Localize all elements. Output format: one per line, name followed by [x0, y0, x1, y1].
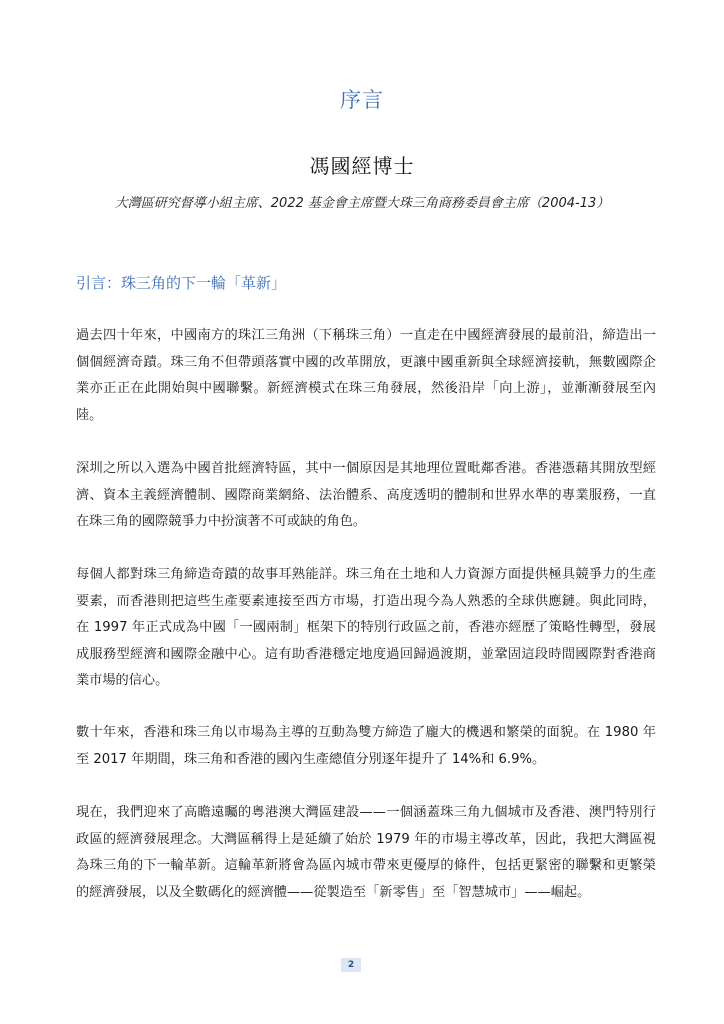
body-paragraph-3: 每個人都對珠三角締造奇蹟的故事耳熟能詳。珠三角在土地和人力資源方面提供極具競爭力的生產要素，而香港則把這些生產要素連接至西方市場，打造出現今為人熟悉的全球供應鏈。與此同時，在 1997 年正式成為中國「一國兩制」框架下的特別行政區之前，香港亦經歷了策略性轉型，發展成服務型經濟和國際金融中心。這有助香港穩定地度過回歸過渡期，並鞏固這段時間國際對香港商業市場的信心。 — [76, 567, 656, 688]
section-title: 序言 — [340, 88, 384, 112]
intro-heading: 引言：珠三角的下一輪「革新」 — [76, 274, 287, 292]
page-number: 2 — [341, 958, 361, 972]
body-paragraph-1: 過去四十年來，中國南方的珠江三角洲（下稱珠三角）一直走在中國經濟發展的最前沿，締造出一個個經濟奇蹟。珠三角不但帶頭落實中國的改革開放，更讓中國重新與全球經濟接軌，無數國際企業亦正正在此開始與中國聯繫。新經濟模式在珠三角發展，然後沿岸「向上游」，並漸漸發展至內陸。 — [76, 328, 656, 423]
body-paragraph-2: 深圳之所以入選為中國首批經濟特區，其中一個原因是其地理位置毗鄰香港。香港憑藉其開放型經濟、資本主義經濟體制、國際商業網絡、法治體系、高度透明的體制和世界水準的專業服務，一直在珠三角的國際競爭力中扮演著不可或缺的角色。 — [76, 461, 656, 529]
body-paragraph-5: 現在，我們迎來了高瞻遠矚的粵港澳大灣區建設——一個涵蓋珠三角九個城市及香港、澳門特別行政區的經濟發展理念。大灣區稱得上是延續了始於 1979 年的市場主導改革，因此，我把大灣區視為珠三角的下一輪革新。這輪革新將會為區內城市帶來更優厚的條件，包括更緊密的聯繫和更繁榮的經濟發展，以及全數碼化的經濟體——從製造至「新零售」至「智慧城市」——崛起。 — [76, 805, 656, 900]
body-paragraph-4: 數十年來，香港和珠三角以市場為主導的互動為雙方締造了龐大的機遇和繁榮的面貌。在 1980 年至 2017 年期間，珠三角和香港的國內生產總值分別逐年提升了 14%和 6.9%。 — [76, 725, 656, 767]
author-title: 大灣區研究督導小組主席、2022 基金會主席暨大珠三角商務委員會主席（2004-13） — [114, 196, 610, 211]
author-name: 馮國經博士 — [309, 154, 415, 178]
